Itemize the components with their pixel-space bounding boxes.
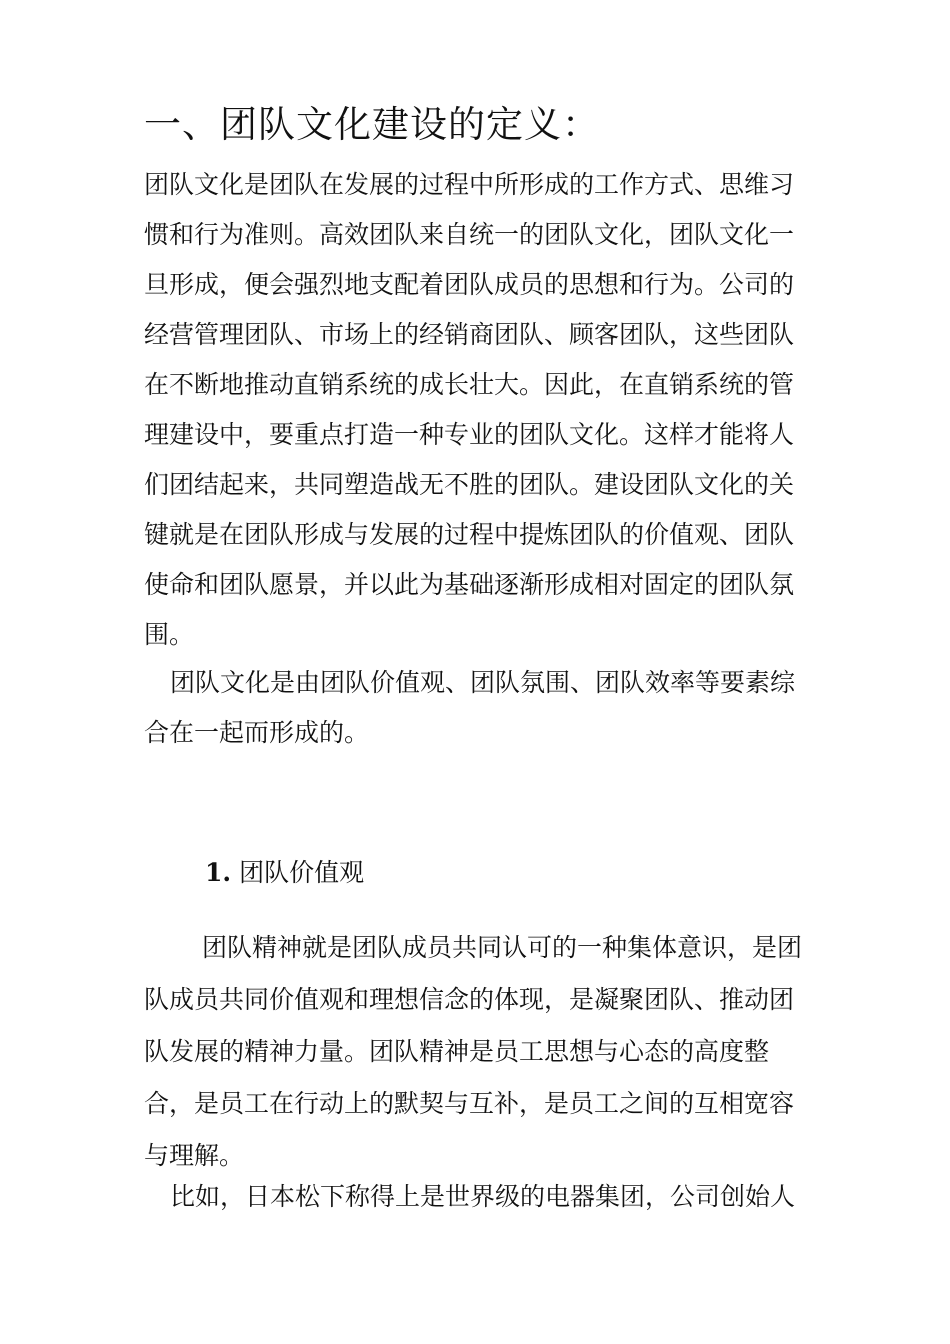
paragraph-line: 合在一起而形成的。 — [144, 718, 370, 747]
paragraph-elements — [144, 658, 834, 758]
paragraph-definition — [144, 160, 834, 660]
subsection-title: 团队价值观 — [239, 858, 365, 887]
paragraph-line: 合，是员工在行动上的默契与互补，是员工之间的互相宽容 — [144, 1089, 795, 1118]
subsection-heading — [205, 848, 364, 898]
paragraph-line: 队发展的精神力量。团队精神是员工思想与心态的高度整 — [144, 1037, 770, 1066]
paragraph-line: 使命和团队愿景，并以此为基础逐渐形成相对固定的团队氛 — [144, 570, 795, 599]
paragraph-line: 旦形成，便会强烈地支配着团队成员的思想和行为。公司的 — [144, 270, 795, 299]
paragraph-line: 比如，日本松下称得上是世界级的电器集团，公司创始人 — [170, 1182, 796, 1211]
paragraph-line: 团队文化是由团队价值观、团队氛围、团队效率等要素综 — [170, 668, 796, 697]
paragraph-line: 围。 — [144, 620, 195, 649]
subsection-number: 1. — [205, 858, 232, 887]
paragraph-line: 团队文化是团队在发展的过程中所形成的工作方式、思维习 — [144, 170, 795, 199]
paragraph-line: 团队精神就是团队成员共同认可的一种集体意识，是团 — [202, 933, 803, 962]
paragraph-line: 与理解。 — [144, 1141, 245, 1170]
paragraph-line: 在不断地推动直销系统的成长壮大。因此，在直销系统的管 — [144, 370, 795, 399]
paragraph-example — [144, 1172, 834, 1222]
paragraph-line: 理建设中，要重点打造一种专业的团队文化。这样才能将人 — [144, 420, 795, 449]
paragraph-line: 惯和行为准则。高效团队来自统一的团队文化，团队文化一 — [144, 220, 795, 249]
paragraph-line: 经营管理团队、市场上的经销商团队、顾客团队，这些团队 — [144, 320, 795, 349]
section-heading: 一、团队文化建设的定义： — [144, 103, 600, 146]
paragraph-line: 队成员共同价值观和理想信念的体现，是凝聚团队、推动团 — [144, 985, 795, 1014]
paragraph-line: 们团结起来，共同塑造战无不胜的团队。建设团队文化的关 — [144, 470, 795, 499]
paragraph-team-spirit — [144, 922, 834, 1182]
paragraph-line: 键就是在团队形成与发展的过程中提炼团队的价值观、团队 — [144, 520, 795, 549]
